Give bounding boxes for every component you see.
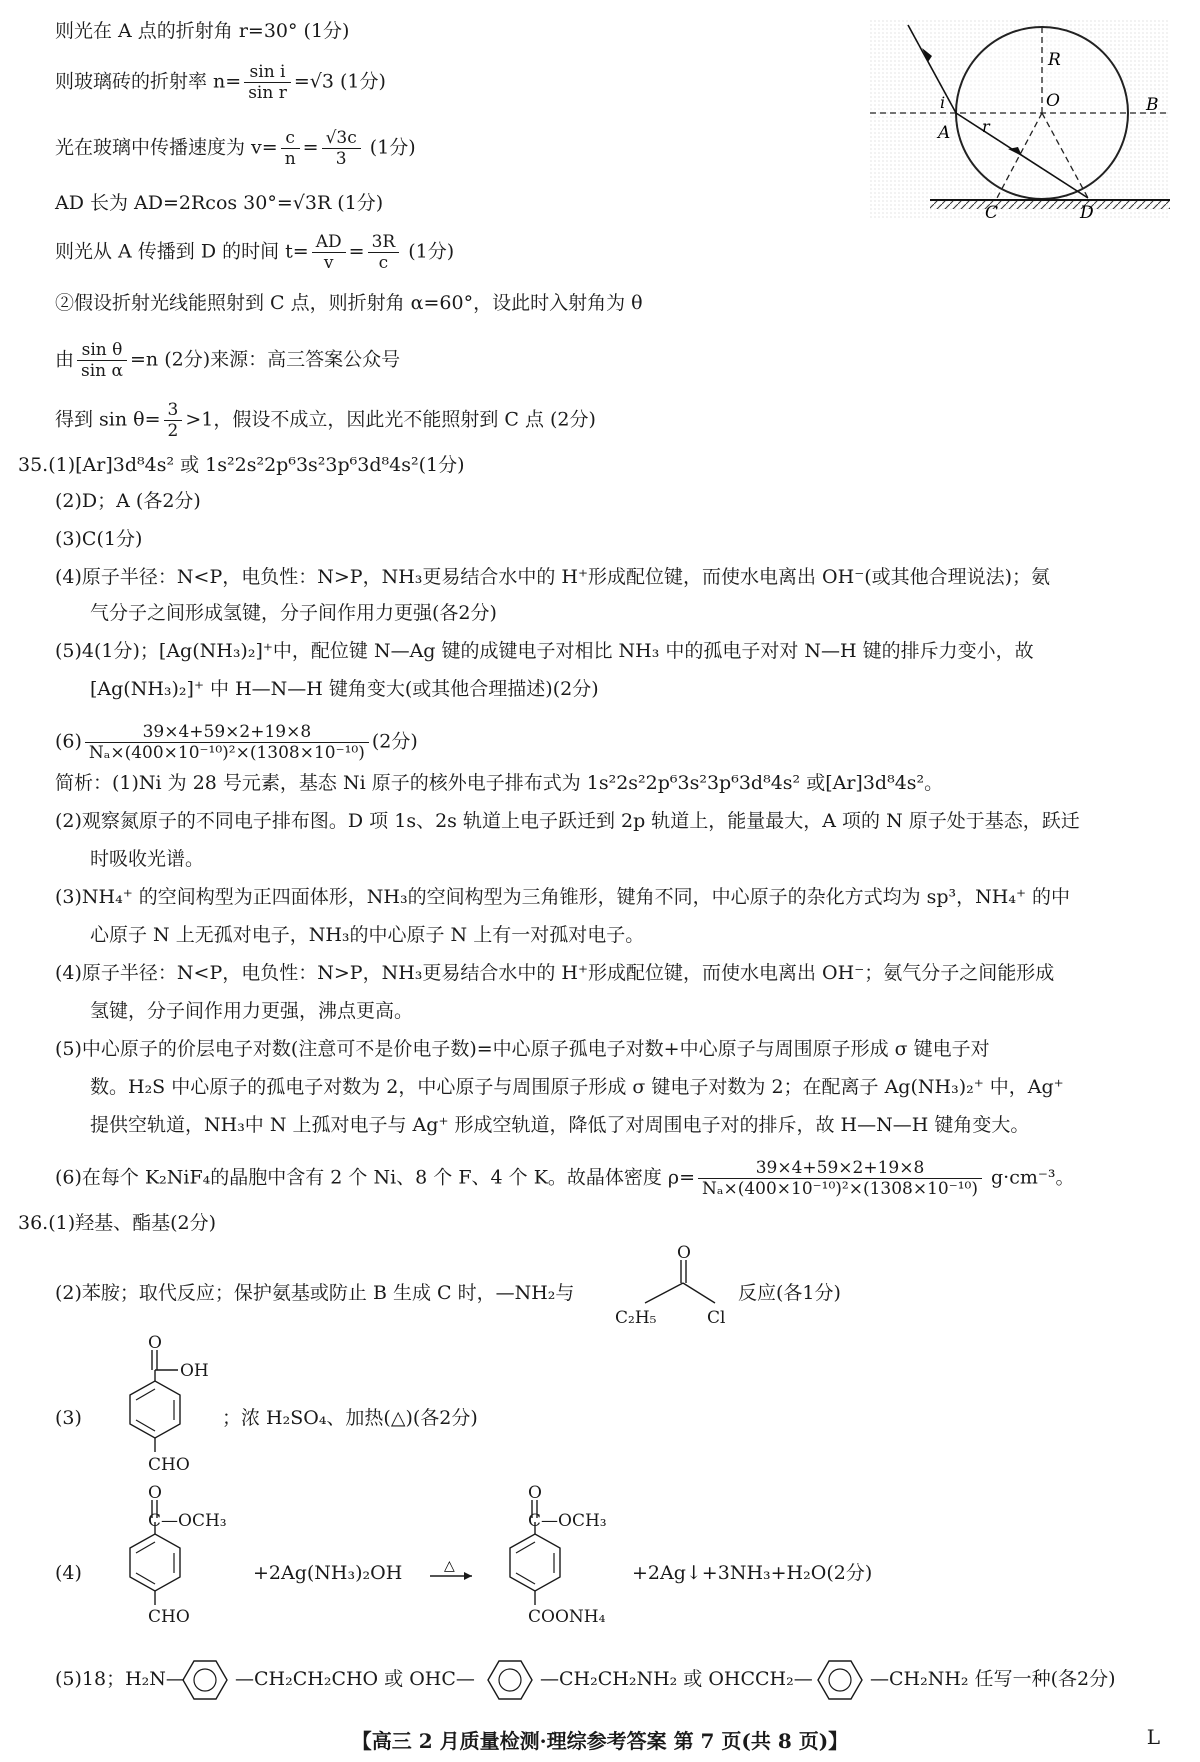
- text-line: 则光在 A 点的折射角 r=30° (1分): [55, 20, 350, 42]
- fraction-denominator: n: [284, 149, 296, 169]
- text-line: ；浓 H₂SO₄、加热(△)(各2分): [222, 1407, 478, 1429]
- text-line: (2)D；A (各2分): [55, 490, 201, 512]
- text-segment: 由: [55, 348, 75, 371]
- footer-mark: L: [1146, 1725, 1160, 1749]
- fraction-numerator: sin θ: [77, 340, 127, 361]
- atom-label: OH: [180, 1361, 209, 1381]
- atom-label: O: [528, 1483, 542, 1503]
- text-line: 提供空轨道，NH₃中 N 上孤对电子与 Ag⁺ 形成空轨道，降低了对周围电子对的排斥，故 H—N—H 键角变大。: [90, 1114, 1030, 1136]
- text-segment: >1，假设不成立，因此光不能照射到 C 点 (2分): [185, 408, 596, 431]
- fraction-numerator: c: [281, 128, 300, 149]
- fraction-denominator: v: [323, 253, 334, 273]
- atom-label: O: [148, 1333, 162, 1353]
- text-segment: g·cm⁻³。: [984, 1166, 1075, 1189]
- methyl-ester-aldehyde-structure: [90, 1483, 260, 1630]
- text-line: [55, 340, 400, 381]
- text-segment: 光在玻璃中传播速度为 v=: [55, 136, 278, 159]
- fraction-numerator: 3: [164, 400, 183, 421]
- diagram-label: A: [938, 123, 951, 143]
- fraction-denominator: c: [378, 253, 389, 273]
- text-line: (4): [55, 1562, 82, 1584]
- fraction: [281, 128, 300, 169]
- fraction-denominator: sin r: [248, 83, 287, 103]
- optics-diagram: [870, 20, 1180, 223]
- text-segment: =: [348, 240, 365, 263]
- atom-label: C—OCH₃: [148, 1511, 227, 1531]
- text-line: (3)C(1分): [55, 528, 143, 550]
- page-footer: 【高三 2 月质量检测·理综参考答案 第 7 页(共 8 页)】: [351, 1729, 849, 1753]
- text-line: 36.(1)羟基、酯基(2分): [18, 1212, 217, 1234]
- atom-label: COONH₄: [528, 1607, 606, 1627]
- text-segment: (6): [55, 730, 82, 753]
- atom-label: O: [148, 1483, 162, 1503]
- fraction: [85, 722, 369, 763]
- fraction: [322, 128, 361, 169]
- text-line: (5)18；H₂N—: [55, 1668, 185, 1690]
- text-segment: =√3 (1分): [293, 70, 386, 93]
- atom-label: Cl: [707, 1308, 726, 1328]
- text-line: (3)NH₄⁺ 的空间构型为正四面体形，NH₃的空间构型为三角锥形，键角不同，中心原子的杂化方式均为 sp³，NH₄⁺ 的中: [55, 886, 1071, 908]
- text-line: 反应(各1分): [738, 1282, 841, 1304]
- text-line: —CH₂NH₂ 任写一种(各2分): [870, 1668, 1116, 1690]
- text-line: (5)4(1分)；[Ag(NH₃)₂]⁺中，配位键 N—Ag 键的成键电子对相比 NH₃ 中的孤电子对对 N—H 键的排斥力变小，故: [55, 640, 1034, 662]
- text-line: 时吸收光谱。: [90, 848, 205, 870]
- fraction-numerator: 39×4+59×2+19×8: [698, 1158, 982, 1179]
- fraction: [368, 232, 400, 273]
- text-line: [55, 722, 418, 763]
- text-line: +2Ag↓+3NH₃+H₂O(2分): [632, 1562, 873, 1584]
- text-line: [55, 128, 416, 169]
- text-segment: =: [302, 136, 319, 159]
- ground-hatch: [930, 201, 1170, 209]
- text-line: [55, 400, 596, 441]
- text-line: (2)苯胺；取代反应；保护氨基或防止 B 生成 C 时，—NH₂与: [55, 1282, 575, 1304]
- fraction-denominator: sin α: [81, 361, 124, 381]
- text-line: 气分子之间形成氢键，分子间作用力更强(各2分): [90, 602, 497, 624]
- benzene-ring-icon: [810, 1655, 870, 1705]
- fraction-denominator: Nₐ×(400×10⁻¹⁰)²×(1308×10⁻¹⁰): [88, 743, 365, 763]
- fraction-denominator: Nₐ×(400×10⁻¹⁰)²×(1308×10⁻¹⁰): [702, 1179, 978, 1199]
- text-line: [Ag(NH₃)₂]⁺ 中 H—N—H 键角变大(或其他合理描述)(2分): [90, 678, 599, 700]
- text-line: (2)观察氮原子的不同电子排布图。D 项 1s、2s 轨道上电子跃迁到 2p 轨道上，能量最大，A 项的 N 原子处于基态，跃迁: [55, 810, 1080, 832]
- ammonium-ester-structure: [470, 1483, 640, 1630]
- diagram-label: O: [1046, 91, 1060, 111]
- atom-label: CHO: [148, 1607, 190, 1627]
- text-segment: (2分): [371, 730, 418, 753]
- text-segment: =n (2分)来源：高三答案公众号: [130, 348, 401, 371]
- text-segment: 得到 sin θ=: [55, 408, 161, 431]
- text-line: 数。H₂S 中心原子的孤电子对数为 2，中心原子与周围原子形成 σ 键电子对数为 2；在配离子 Ag(NH₃)₂⁺ 中，Ag⁺: [90, 1076, 1064, 1098]
- text-line: [55, 232, 454, 273]
- text-line: (4)原子半径：N<P，电负性：N>P，NH₃更易结合水中的 H⁺形成配位键，而使水电离出 OH⁻；氨气分子之间能形成: [55, 962, 1055, 984]
- text-line: 35.(1)[Ar]3d⁸4s² 或 1s²2s²2p⁶3s²3p⁶3d⁸4s²(1分): [18, 454, 465, 476]
- diagram-label: C: [985, 203, 999, 223]
- text-segment: (6)在每个 K₂NiF₄的晶胞中含有 2 个 Ni、8 个 F、4 个 K。故晶体密度 ρ=: [55, 1166, 696, 1189]
- benzene-ring-icon: [480, 1655, 540, 1705]
- fraction-numerator: √3c: [322, 128, 361, 149]
- fraction-numerator: 39×4+59×2+19×8: [85, 722, 369, 743]
- heat-symbol: △: [444, 1558, 455, 1574]
- text-line: (4)原子半径：N<P，电负性：N>P，NH₃更易结合水中的 H⁺形成配位键，而使水电离出 OH⁻(或其他合理说法)；氨: [55, 566, 1051, 588]
- fraction: [244, 62, 291, 103]
- text-line: 氢键，分子间作用力更强，沸点更高。: [90, 1000, 414, 1022]
- text-line: 心原子 N 上无孤对电子，NH₃的中心原子 N 上有一对孤对电子。: [90, 924, 645, 946]
- text-line: —CH₂CH₂CHO 或 OHC—: [235, 1668, 475, 1690]
- propionyl-chloride-structure: [615, 1243, 735, 1328]
- diagram-label: B: [1146, 95, 1159, 115]
- diagram-label: R: [1048, 50, 1061, 70]
- fraction: [698, 1158, 982, 1199]
- atom-label: CHO: [148, 1455, 190, 1475]
- text-line: [55, 1158, 1075, 1199]
- benzene-ring-icon: [175, 1655, 235, 1705]
- atom-label: O: [677, 1243, 691, 1263]
- text-line: [55, 62, 386, 103]
- text-line: (5)中心原子的价层电子对数(注意可不是价电子数)=中心原子孤电子对数+中心原子与周围原子形成 σ 键电子对: [55, 1038, 990, 1060]
- text-line: AD 长为 AD=2Rcos 30°=√3R (1分): [55, 192, 384, 214]
- fraction-numerator: sin i: [244, 62, 291, 83]
- atom-label: C₂H₅: [615, 1308, 657, 1328]
- text-line: 简析：(1)Ni 为 28 号元素，基态 Ni 原子的核外电子排布式为 1s²2s²2p⁶3s²3p⁶3d⁸4s² 或[Ar]3d⁸4s²。: [55, 772, 944, 794]
- fraction-numerator: AD: [312, 232, 346, 253]
- fraction: [312, 232, 346, 273]
- text-line: +2Ag(NH₃)₂OH: [253, 1562, 403, 1584]
- fraction-denominator: 3: [335, 149, 347, 169]
- fraction-numerator: 3R: [368, 232, 400, 253]
- diagram-label: i: [940, 93, 946, 112]
- text-line: ②假设折射光线能照射到 C 点，则折射角 α=60°，设此时入射角为 θ: [55, 292, 643, 314]
- text-segment: (1分): [363, 136, 416, 159]
- text-segment: 则光从 A 传播到 D 的时间 t=: [55, 240, 309, 263]
- text-line: (3): [55, 1407, 82, 1429]
- fraction: [164, 400, 183, 441]
- text-segment: 则玻璃砖的折射率 n=: [55, 70, 242, 93]
- fraction: [77, 340, 127, 381]
- text-line: —CH₂CH₂NH₂ 或 OHCCH₂—: [540, 1668, 813, 1690]
- atom-label: C—OCH₃: [528, 1511, 607, 1531]
- fraction-denominator: 2: [167, 421, 179, 441]
- diagram-label: r: [982, 117, 990, 136]
- diagram-label: D: [1080, 203, 1094, 223]
- text-segment: (1分): [402, 240, 455, 263]
- benzene-structure: [90, 1333, 220, 1480]
